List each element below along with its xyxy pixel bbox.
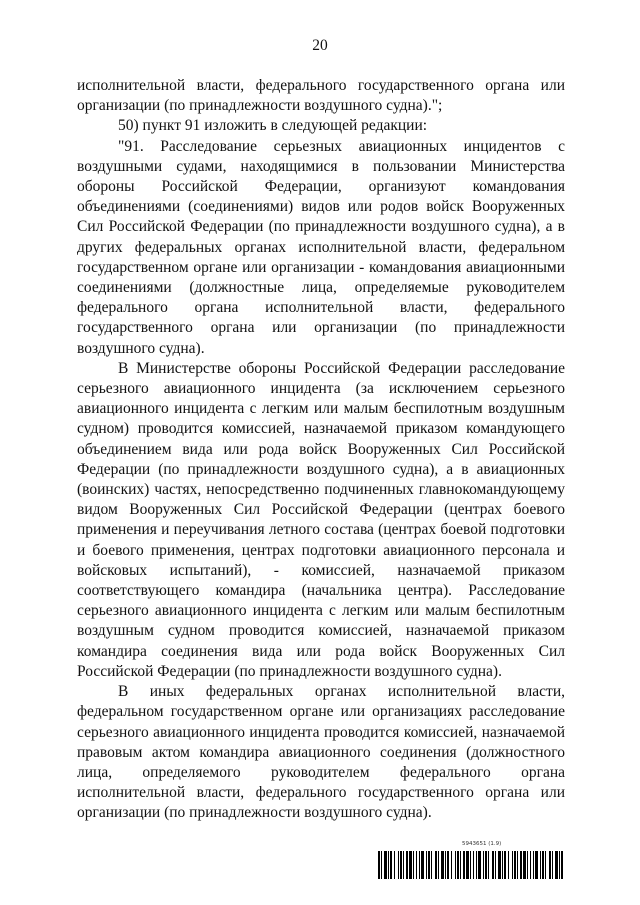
paragraph-other-bodies: В иных федеральных органах исполнительной власти, федеральном государственном органе или организациях расследование серьезного авиационного инцидента проводится комиссией, назначаемой правовым актом командира авиационного соединения (должностного лица, определяемого руководителем федерального органа исполнительной власти, федерального государственного органа или организации (по принадлежности воздушного судна). — [77, 683, 565, 822]
paragraph-item-50: 50) пункт 91 изложить в следующей редакции: — [118, 117, 428, 135]
paragraph-intro: исполнительной власти, федерального государственного органа или организации (по принадлежности воздушного судна)."; — [77, 77, 565, 115]
paragraph-item-91: "91. Расследование серьезных авиационных инцидентов с воздушными судами, находящимися в пользовании Министерства обороны Российской Федерации, организуют командования объединениями (соединениями) видов или родов войск Вооруженных Сил Российской Федерации (по принадлежности воздушного судна), а в других федеральных органах исполнительной власти, федеральном государственном органе или организации - командования авиационными соединениями (должностные лица, определяемые руководителем федерального органа исполнительной власти, федерального государственного органа или организации (по принадлежности воздушного судна). — [77, 137, 565, 357]
barcode-image — [378, 851, 564, 879]
barcode-number: 5943651 (1.9) — [462, 841, 502, 847]
paragraph-ministry-of-defence: В Министерстве обороны Российской Федерации расследование серьезного авиационного инцидента (за исключением серьезного авиационного инцидента с легким или малым беспилотным воздушным судном) проводится комиссией, назначаемой приказом командующего объединением вида или рода войск Вооруженных Сил Российской Федерации (по принадлежности воздушного судна), а в авиационных (воинских) частях, непосредственно подчиненных главнокомандующему видом Вооруженных Сил Российской Федерации (центрах боевого применения и переучивания летного состава (центрах боевой подготовки и боевого применения, центрах подготовки авиационного персонала и войсковых испытаний), - комиссией, назначаемой приказом соответствующего командира (начальника центра). Расследование серьезного авиационного инцидента с легким или малым беспилотным воздушным судном проводится комиссией, назначаемой приказом командира соединения вида или рода войск Вооруженных Сил Российской Федерации (по принадлежности воздушного судна). — [77, 359, 565, 680]
page-number: 20 — [312, 37, 328, 54]
document-body — [77, 76, 565, 824]
